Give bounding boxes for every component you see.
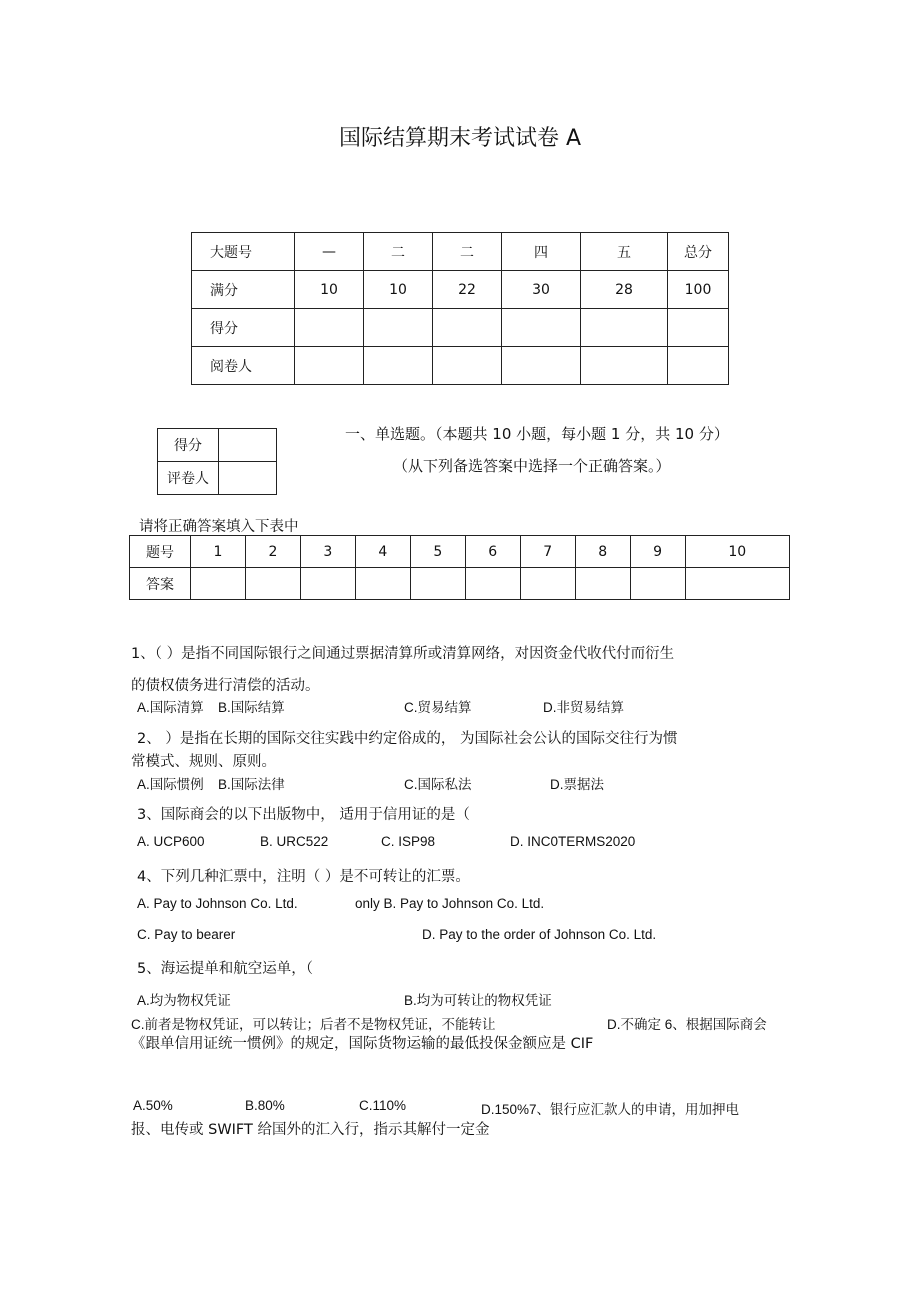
table-cell: 五: [581, 233, 668, 271]
table-row: [192, 309, 729, 347]
question-text: 3、国际商会的以下出版物中， 适用于信用证的是（: [137, 807, 470, 823]
reviewer-input-cell[interactable]: [581, 347, 668, 385]
question-text: 报、电传或 SWIFT 给国外的汇入行，指示其解付一定金: [131, 1122, 490, 1138]
answer-input-cell[interactable]: [520, 568, 575, 600]
option-b: B. URC522: [260, 834, 329, 849]
option-d: D.非贸易结算: [543, 700, 624, 715]
table-cell: 总分: [668, 233, 729, 271]
answer-input-cell[interactable]: [410, 568, 465, 600]
score-input-cell[interactable]: [581, 309, 668, 347]
option-d: D. Pay to the order of Johnson Co. Ltd.: [422, 927, 657, 942]
table-cell: 大题号: [192, 233, 295, 271]
answer-table: [129, 535, 790, 600]
table-cell: 3: [300, 536, 355, 568]
option-c: C. Pay to bearer: [137, 927, 236, 942]
reviewer-input-cell[interactable]: [668, 347, 729, 385]
option-b: B.国际结算: [218, 700, 285, 715]
table-cell: 题号: [130, 536, 191, 568]
table-cell: 7: [520, 536, 575, 568]
table-cell: 10: [685, 536, 789, 568]
grader-reviewer-cell[interactable]: [219, 462, 277, 495]
score-input-cell[interactable]: [295, 309, 364, 347]
table-cell: 得分: [158, 429, 219, 462]
reviewer-input-cell[interactable]: [295, 347, 364, 385]
option-b: B.国际法律: [218, 777, 285, 792]
option-c: C.贸易结算: [404, 700, 472, 715]
score-input-cell[interactable]: [433, 309, 502, 347]
answer-input-cell[interactable]: [355, 568, 410, 600]
table-cell: 满分: [192, 271, 295, 309]
table-cell: 阅卷人: [192, 347, 295, 385]
table-cell: 1: [191, 536, 246, 568]
table-cell: 答案: [130, 568, 191, 600]
table-cell: 10: [364, 271, 433, 309]
option-c: C.国际私法: [404, 777, 472, 792]
table-cell: 2: [245, 536, 300, 568]
table-cell: 22: [433, 271, 502, 309]
question-text: 的债权债务进行清偿的活动。: [131, 678, 320, 694]
reviewer-input-cell[interactable]: [433, 347, 502, 385]
question-text: 5、海运提单和航空运单，（: [137, 961, 313, 977]
table-row: [192, 271, 729, 309]
option-c: C.110%: [359, 1098, 407, 1113]
score-input-cell[interactable]: [668, 309, 729, 347]
table-cell: 二: [433, 233, 502, 271]
table-cell: —: [295, 233, 364, 271]
answer-input-cell[interactable]: [575, 568, 630, 600]
table-cell: 4: [355, 536, 410, 568]
answer-note: 请将正确答案填入下表中: [139, 519, 299, 535]
answer-input-cell[interactable]: [300, 568, 355, 600]
table-row: [192, 233, 729, 271]
score-input-cell[interactable]: [502, 309, 581, 347]
question-text: 《跟单信用证统一惯例》的规定，国际货物运输的最低投保金额应是 CIF: [131, 1036, 594, 1052]
option-a: A. UCP600: [137, 834, 205, 849]
section-heading: 一、单选题。（本题共 10 小题，每小题 1 分，共 10 分）: [345, 425, 729, 443]
table-cell: 得分: [192, 309, 295, 347]
option-b: B.80%: [245, 1098, 285, 1113]
table-cell: 评卷人: [158, 462, 219, 495]
table-cell: 28: [581, 271, 668, 309]
table-cell: 6: [465, 536, 520, 568]
option-b: only B. Pay to Johnson Co. Ltd.: [355, 896, 545, 911]
option-c: C. ISP98: [381, 834, 436, 849]
table-row: [158, 462, 277, 495]
table-row: [130, 536, 790, 568]
option-a: A.均为物权凭证: [137, 993, 231, 1008]
option-a: A.国际清算: [137, 700, 204, 715]
option-a: A.50%: [133, 1098, 173, 1113]
question-text: 1、（ ）是指不同国际银行之间通过票据清算所或清算网络，对因资金代收代付而衍生: [131, 646, 675, 662]
table-row: [158, 429, 277, 462]
option-d: D.不确定 6、根据国际商会: [607, 1017, 767, 1032]
reviewer-input-cell[interactable]: [502, 347, 581, 385]
table-cell: 100: [668, 271, 729, 309]
page-title: 国际结算期末考试试卷 A: [338, 126, 582, 151]
option-c: C.前者是物权凭证，可以转让；后者不是物权凭证，不能转让: [131, 1017, 496, 1032]
grader-table: [157, 428, 277, 495]
grader-score-cell[interactable]: [219, 429, 277, 462]
option-b: B.均为可转让的物权凭证: [404, 993, 552, 1008]
question-text: 4、下列几种汇票中，注明（ ）是不可转让的汇票。: [137, 869, 470, 885]
option-d: D. INC0TERMS2020: [510, 834, 636, 849]
answer-input-cell[interactable]: [191, 568, 246, 600]
answer-input-cell[interactable]: [630, 568, 685, 600]
question-text: 常模式、规则、原则。: [131, 754, 276, 770]
option-a: A. Pay to Johnson Co. Ltd.: [137, 896, 298, 911]
option-a: A.国际惯例: [137, 777, 204, 792]
reviewer-input-cell[interactable]: [364, 347, 433, 385]
table-cell: 9: [630, 536, 685, 568]
option-d: D.票据法: [550, 777, 604, 792]
score-input-cell[interactable]: [364, 309, 433, 347]
option-d: D.150%7、银行应汇款人的申请，用加押电: [481, 1102, 740, 1117]
table-cell: 四: [502, 233, 581, 271]
answer-input-cell[interactable]: [245, 568, 300, 600]
table-cell: 二: [364, 233, 433, 271]
table-row: [192, 347, 729, 385]
table-row: [130, 568, 790, 600]
table-cell: 5: [410, 536, 465, 568]
section-instruction: （从下列备选答案中选择一个正确答案。）: [393, 457, 671, 475]
score-table: [191, 232, 729, 385]
answer-input-cell[interactable]: [465, 568, 520, 600]
table-cell: 8: [575, 536, 630, 568]
question-text: 2、 ）是指在长期的国际交往实践中约定俗成的， 为国际社会公认的国际交往行为惯: [137, 731, 678, 747]
answer-input-cell[interactable]: [685, 568, 789, 600]
table-cell: 30: [502, 271, 581, 309]
table-cell: 10: [295, 271, 364, 309]
